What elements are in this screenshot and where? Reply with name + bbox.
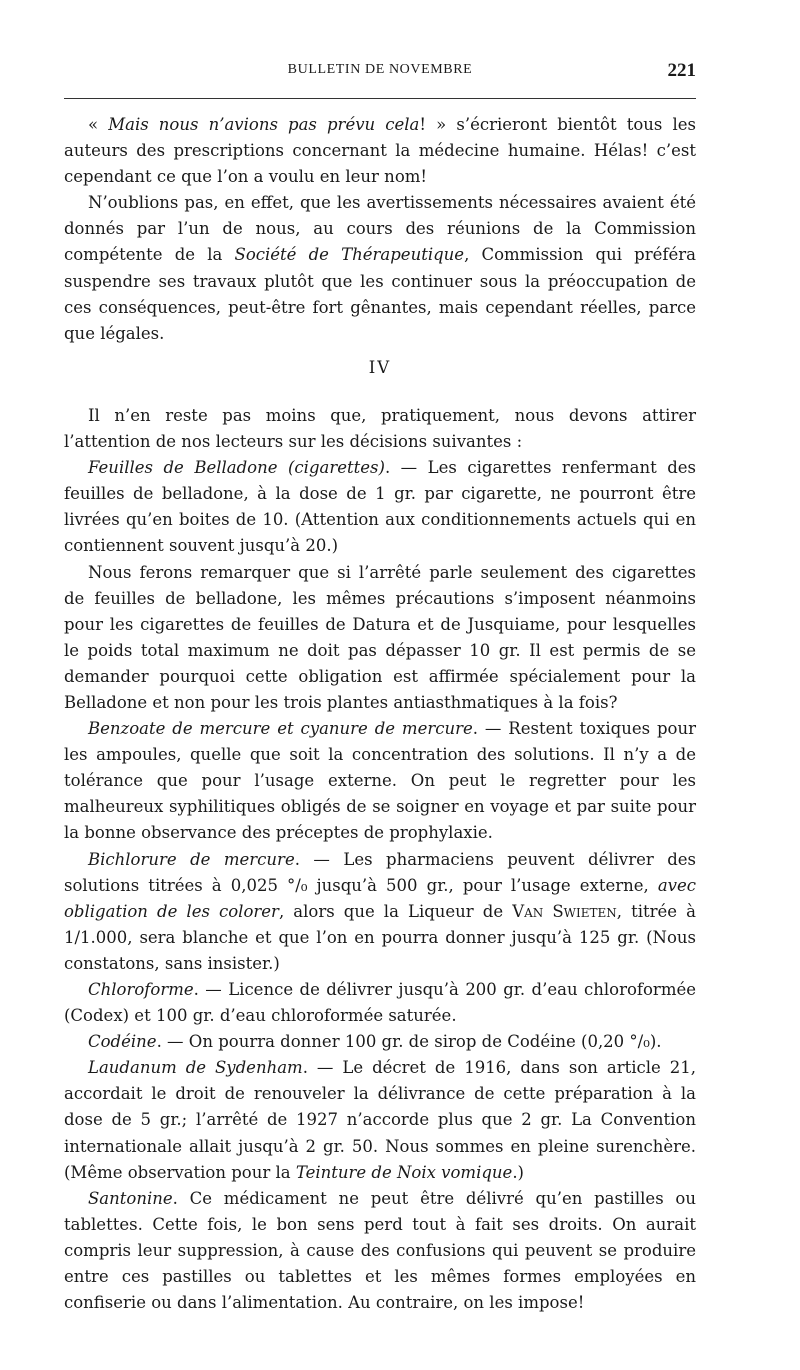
page-number: 221 [667,60,696,81]
paragraph-intro: Il n’en reste pas moins que, pratiquement, nous devons attirer l’attention de nos lecteurs sur les décisions suivantes : [64,405,696,452]
paragraph-exclamation: « Mais nous n’avions pas prévu cela! » s’écrieront bientôt tous les auteurs des prescriptions concernant la médecine humaine. Hélas! c’est cependant ce que l’on a voulu en leur nom! [64,115,697,187]
article-body [64,112,696,1316]
paragraph-remarque: Nous ferons remarquer que si l’arrêté parle seulement des cigarettes de feuilles de belladone, les mêmes précautions s’imposent néanmoins pour les cigarettes de feuilles de Datura et de Jusquiame, pour lesquelles le poids total maximum ne doit pas dépasser 10 gr. Il est permis de se demander pourquoi cette obligation est affirmée spécialement pour la Belladone et non pour les trois plantes antiasthmatiques à la fois? [64,562,696,712]
entry-bichlorure: Bichlorure de mercure. — Les pharmaciens peuvent délivrer des solutions titrées à 0,025 °/₀ jusqu’à 500 gr., pour l’usage externe, avec obligation de les colorer, alors que la Liqueur de Van Swieten, titrée à 1/1.000, sera blanche et que l’on en pourra donner jusqu’à 125 gr. (Nous constatons, sans insister.) [64,849,696,973]
entry-title: Feuilles de Belladone (cigarettes) [88,458,385,478]
society-name: Société de Thérapeutique [234,245,465,265]
entry-belladone: Feuilles de Belladone (cigarettes). — Les cigarettes renfermant des feuilles de belladone, à la dose de 1 gr. par cigarette, ne pourront être livrées qu’en boites de 10. (Attention aux conditionnements actuels qui en contiennent souvent jusqu’à 20.) [64,458,697,556]
quoted-exclamation: Mais nous n’avions pas prévu cela [108,115,420,134]
paragraph-warnings: N’oublions pas, en effet, que les avertissements nécessaires avaient été donnés par l’un de nous, au cours des réunions de la Commission compétente de la Société de Thérapeutique, Commission qui préféra suspendre ses travaux plutôt que les continuer sous la préoccupation de ces conséquences, peut-être fort gênantes, mais cependant réelles, parce que légales. [64,193,696,343]
section-heading: IV [368,357,392,377]
entry-santonine: Santonine. Ce médicament ne peut être délivré qu’en pastilles ou tablettes. Cette fois, le bon sens perd tout à fait ses droits. On aurait compris leur suppression, à cause des confusions qui peuvent se produire entre ces pastilles ou tablettes et les mêmes formes employées en confiserie ou dans l’alimentation. Au contraire, on les impose! [64,1188,696,1313]
header-rule [64,98,696,99]
entry-title: Bichlorure de mercure [88,849,295,869]
entry-title: Benzoate de mercure et cyanure de mercure [88,719,473,739]
entry-title: Codéine [88,1032,157,1052]
entry-laudanum: Laudanum de Sydenham. — Le décret de 1916, dans son article 21, accordait le droit de renouveler la délivrance de cette préparation à la dose de 5 gr.; l’arrêté de 1927 n’accorde plus que 2 gr. La Convention internationale allait jusqu’à 2 gr. 50. Nous sommes en pleine surenchère. (Même observation pour la Teinture de Noix vomique.) [64,1058,696,1182]
author-name: Van Swieten [512,901,617,921]
entry-title: Chloroforme [88,980,194,999]
running-title: BULLETIN DE NOVEMBRE [287,62,473,77]
entry-title: Santonine [88,1188,173,1208]
entry-title: Laudanum de Sydenham [88,1058,303,1078]
page-header [64,62,696,86]
entry-chloroforme: Chloroforme. — Licence de délivrer jusqu’à 200 gr. d’eau chloroformée (Codex) et 100 gr. d’eau chloroformée saturée. [64,980,696,1026]
entry-codeine: Codéine. — On pourra donner 100 gr. de sirop de Codéine (0,20 °/₀). [88,1032,662,1052]
entry-benzoate: Benzoate de mercure et cyanure de mercure. — Restent toxiques pour les ampoules, quelle que soit la concentration des solutions. Il n’y a de tolérance que pour l’usage externe. On peut le regretter pour les malheureux syphilitiques obligés de se soigner en voyage et par suite pour la bonne observance des préceptes de prophylaxie. [64,719,696,843]
